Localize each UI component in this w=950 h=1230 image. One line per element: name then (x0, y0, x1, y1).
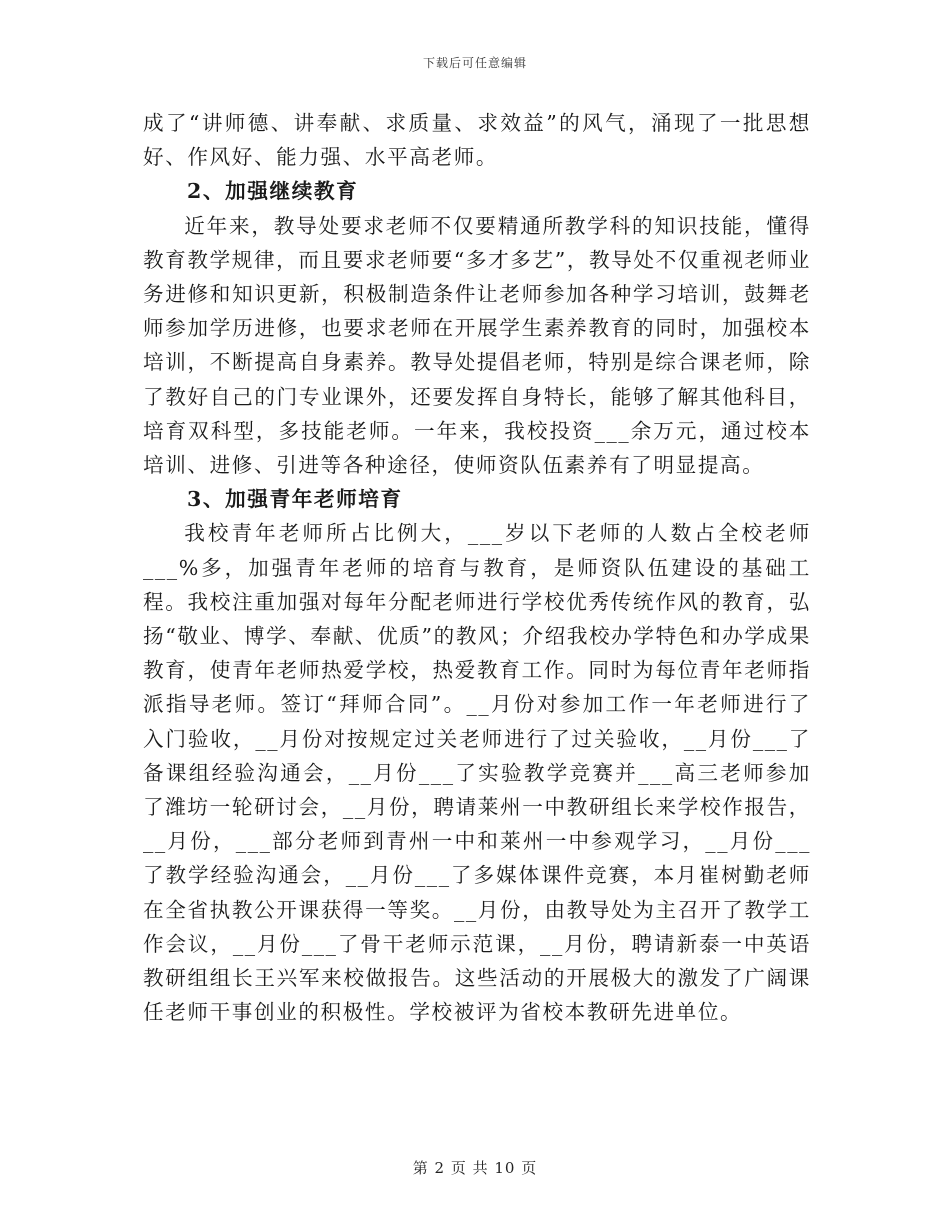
paragraph-young-teachers: 我校青年老师所占比例大，___岁以下老师的人数占全校老师___%多，加强青年老师的培育与教育，是师资队伍建设的基础工程。我校注重加强对每年分配老师进行学校优秀传统作风的教育，弘扬“敬业、博学、奉献、优质”的教风；介绍我校办学特色和办学成果教育，使青年老师热爱学校，热爱教育工作。同时为每位青年老师指派指导老师。签订“拜师合同”。__月份对参加工作一年老师进行了入门验收，__月份对按规定过关老师进行了过关验收，__月份___了备课组经验沟通会，__月份___了实验教学竞赛并___高三老师参加了潍坊一轮研讨会，__月份，聘请莱州一中教研组长来学校作报告，__月份，___部分老师到青州一中和莱州一中参观学习，__月份___了教学经验沟通会，__月份___了多媒体课件竞赛，本月崔树勤老师在全省执教公开课获得一等奖。__月份，由教导处为主召开了教学工作会议，__月份___了骨干老师示范课，__月份，聘请新泰一中英语教研组组长王兴军来校做报告。这些活动的开展极大的激发了广阔课任老师干事创业的积极性。学校被评为省校本教研先进单位。 (143, 521, 812, 1025)
page-number: 第 2 页 共 10 页 (412, 1159, 538, 1177)
section-heading-2: 2、加强继续教育 (187, 179, 359, 204)
document-body (143, 106, 811, 1029)
page-header: 下载后可任意编辑 (422, 56, 527, 70)
paragraph-continued: 成了“讲师德、讲奉献、求质量、求效益”的风气，涌现了一批思想好、作风好、能力强、水平高老师。 (143, 111, 811, 170)
section-heading-3: 3、加强青年老师培育 (187, 487, 403, 512)
paragraph-continuing-education: 近年来，教导处要求老师不仅要精通所教学科的知识技能，懂得教育教学规律，而且要求老师要“多才多艺”，教导处不仅重视老师业务进修和知识更新，积极制造条件让老师参加各种学习培训，鼓舞老师参加学历进修，也要求老师在开展学生素养教育的同时，加强校本培训，不断提高自身素养。教导处提倡老师，特别是综合课老师，除了教好自己的门专业课外，还要发挥自身特长，能够了解其他科目，培育双科型，多技能老师。一年来，我校投资___余万元，通过校本培训、进修、引进等各种途径，使师资队伍素养有了明显提高。 (143, 213, 811, 478)
